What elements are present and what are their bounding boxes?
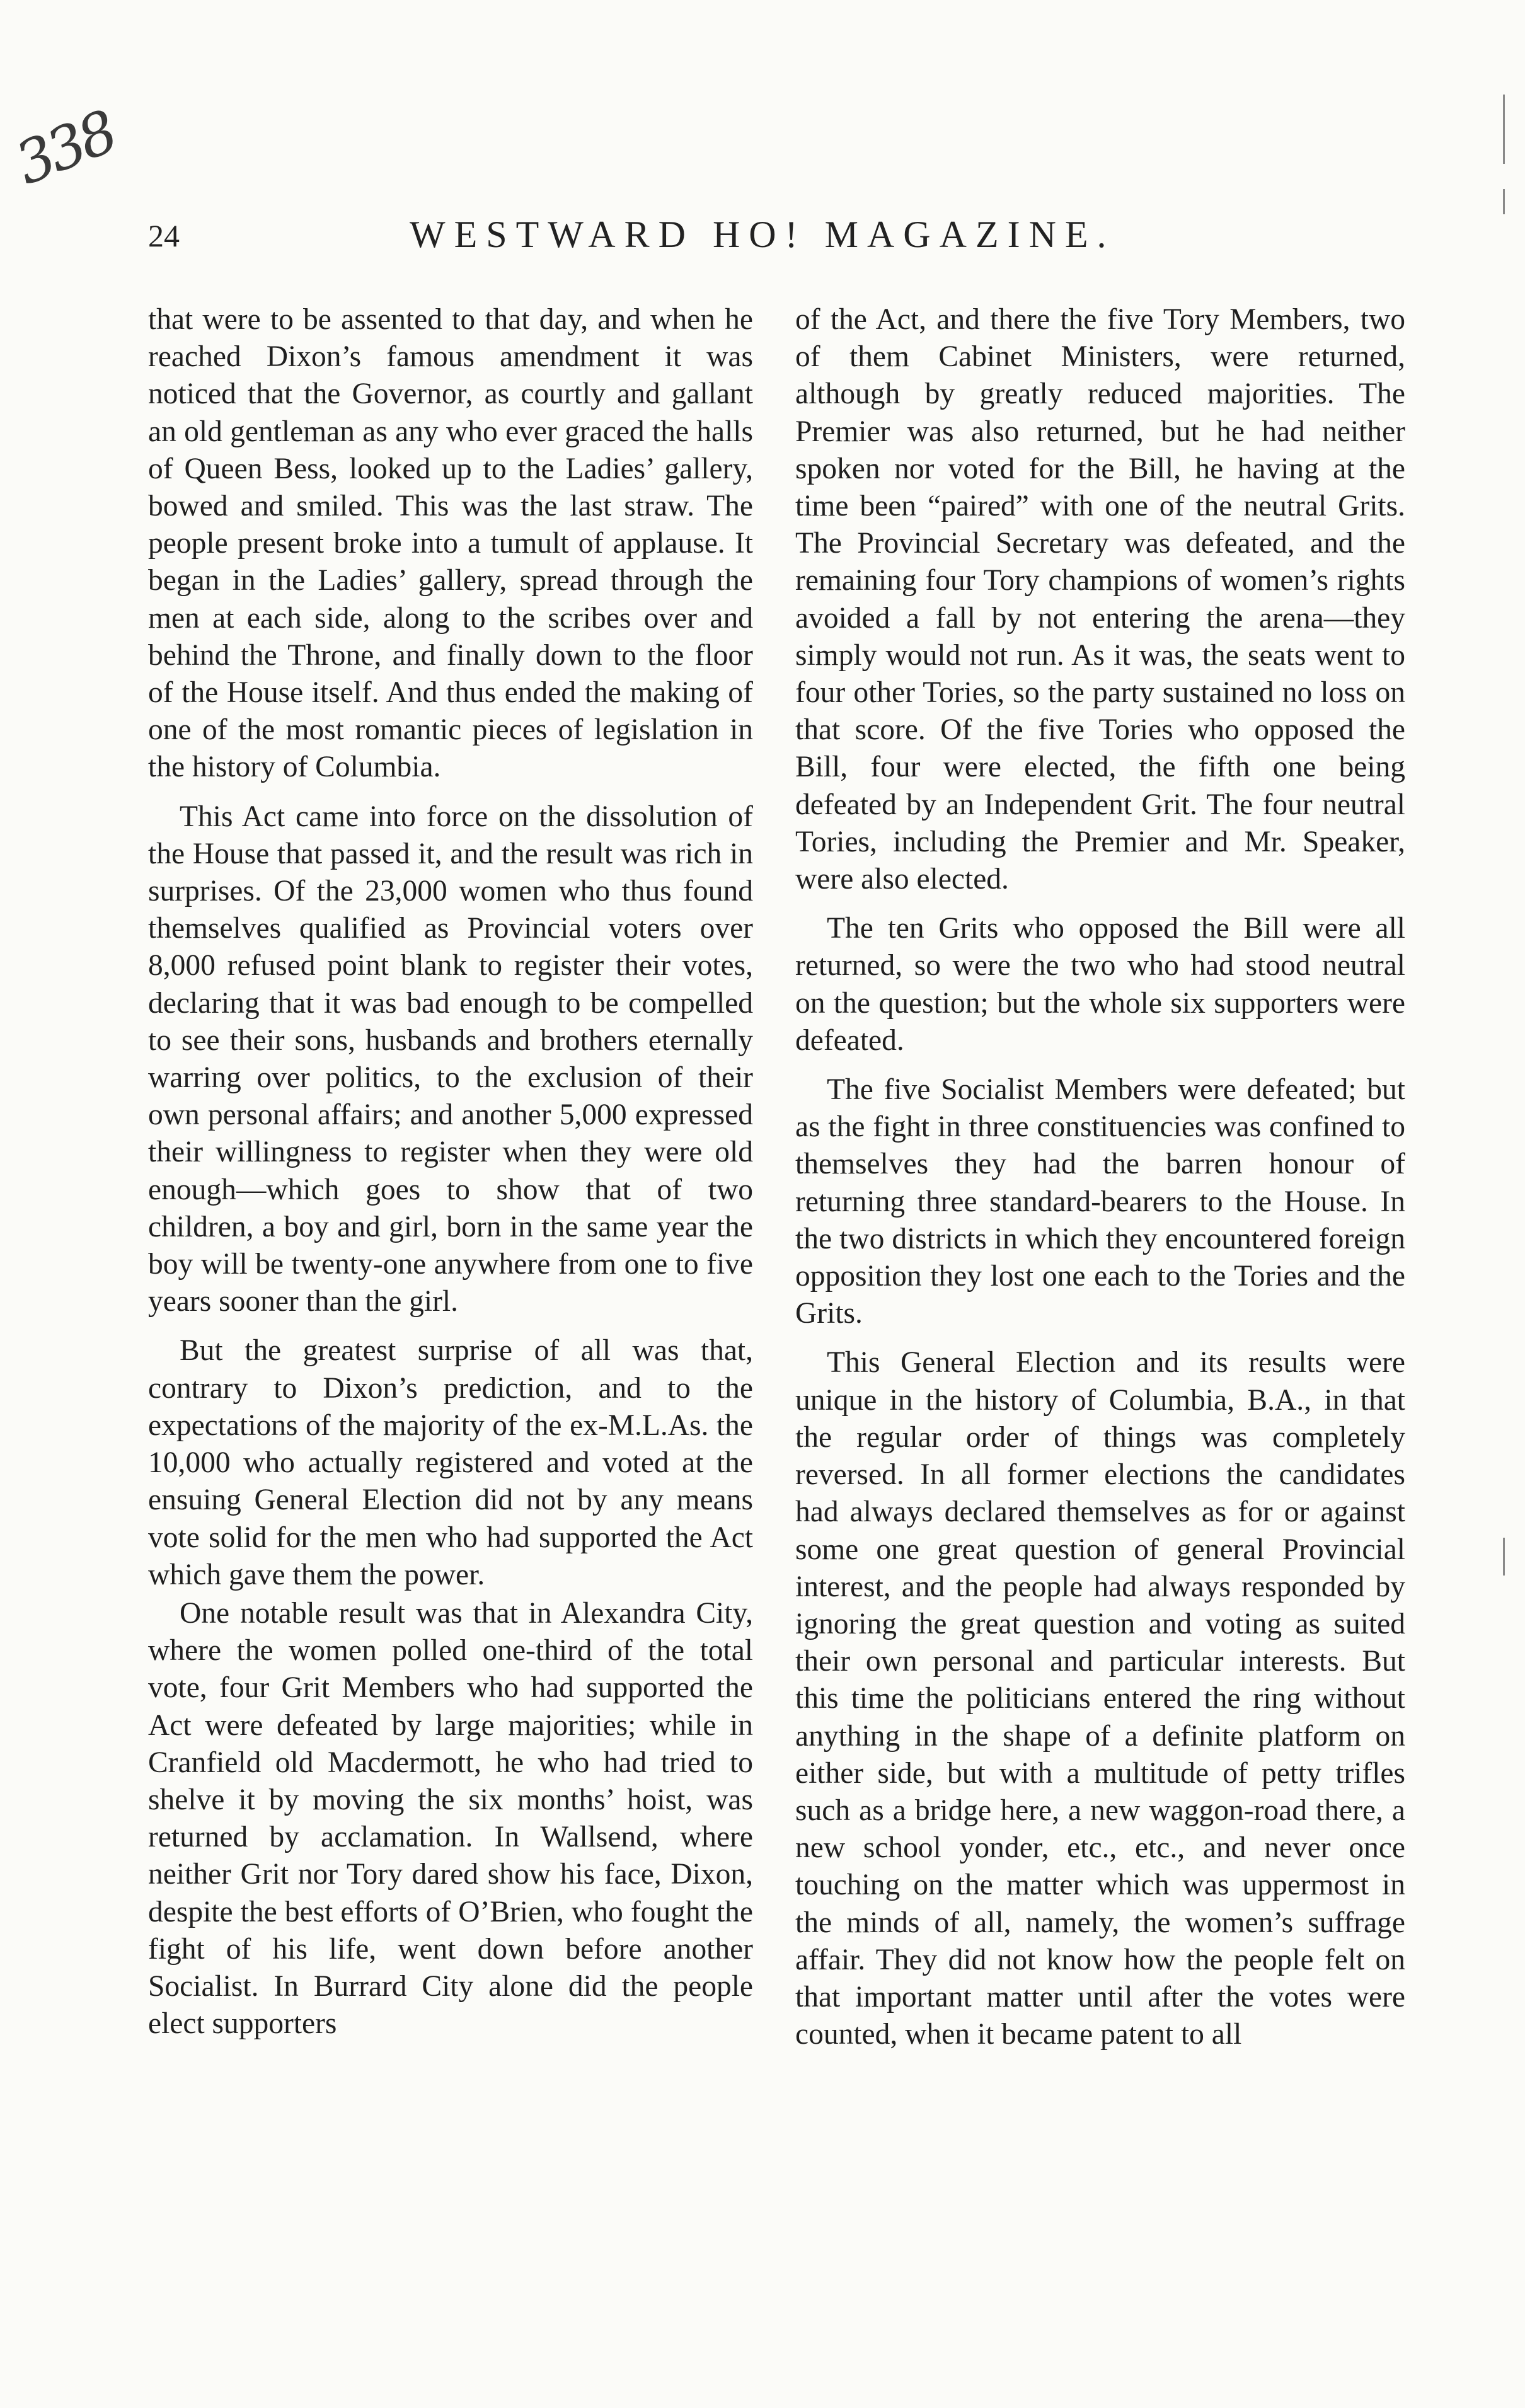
paragraph: The ten Grits who opposed the Bill were all returned, so were the two who had stood neutral on the question; but the whole six supporters were defeated. bbox=[795, 912, 1405, 1057]
right-column bbox=[795, 301, 1405, 2065]
paragraph: The five Socialist Members were defeated; but as the fight in three constituencies was confined to themselves they had the barren honour of returning three standard-bearers to the House. In the two districts in which they encountered foreign opposition they lost one each to the Tories and the Grits. bbox=[795, 1073, 1405, 1330]
page-edge-mark bbox=[1503, 189, 1505, 214]
paragraph: that were to be assented to that day, and when he reached Dixon’s famous amendment it was noticed that the Governor, as courtly and gallant an old gentleman as any who ever graced the halls of Queen Bess, looked up to the Ladies’ gallery, bowed and smiled. This was the last straw. The people present broke into a tumult of applause. It began in the Ladies’ gallery, spread through the men at each side, along to the scribes over and behind the Throne, and finally down to the floor of the House itself. And thus ended the making of one of the most romantic pieces of legislation in the history of Columbia. bbox=[148, 303, 753, 784]
page-number: 24 bbox=[148, 218, 180, 253]
paragraph: This Act came into force on the dissolution of the House that passed it, and the result was rich in surprises. Of the 23,000 women who thus found themselves qualified as Provincial voters over 8,000 refused point blank to register their votes, declaring that it was bad enough to be compelled to see their sons, husbands and brothers eternally warring over politics, to the exclusion of their own personal affairs; and another 5,000 expressed their willingness to register when they were old enough—which goes to show that of two children, a boy and girl, born in the same year the boy will be twenty-one anywhere from one to five years sooner than the girl. bbox=[148, 800, 753, 1318]
paragraph: But the greatest surprise of all was that, contrary to Dixon’s prediction, and to the expectations of the majority of the ex-M.L.As. the 10,000 who actually registered and voted at the ensuing General Election did not by any means vote solid for the men who had supported the Act which gave them the power. bbox=[148, 1334, 753, 1591]
paragraph: One notable result was that in Alexandra City, where the women polled one-third of the total vote, four Grit Members who had supported the Act were defeated by large majorities; while in Cranfield old Macdermott, he who had tried to shelve it by moving the six months’ hoist, was returned by acclamation. In Wallsend, where neither Grit nor Tory dared show his face, Dixon, despite the best efforts of O’Brien, who fought the fight of his life, went down before another Socialist. In Burrard City alone did the people elect supporters bbox=[148, 1596, 753, 2041]
handwritten-page-annotation: 338 bbox=[6, 98, 124, 199]
page-edge-mark bbox=[1503, 95, 1505, 164]
paragraph: This General Election and its results were unique in the history of Columbia, B.A., in that the regular order of things was completely reversed. In all former elections the candidates had always declared themselves as for or against some one great question of general Provincial interest, and the people had always responded by ignoring the great question and voting as suited their own personal and particular interests. But this time the politicians entered the ring without anything in the shape of a definite platform on either side, but with a multitude of petty trifles such as a bridge here, a new waggon-road there, a new school yonder, etc., etc., and never once touching on the matter which was uppermost in the minds of all, namely, the women’s suffrage affair. They did not know how the people felt on that important matter until after the votes were counted, when it became patent to all bbox=[795, 1346, 1405, 2051]
left-column bbox=[148, 301, 753, 2054]
paragraph: of the Act, and there the five Tory Members, two of them Cabinet Ministers, were returned, although by greatly reduced majorities. The Premier was also returned, but he had neither spoken nor voted for the Bill, he having at the time been “paired” with one of the neutral Grits. The Provincial Secretary was defeated, and the remaining four Tory champions of women’s rights avoided a fall by not entering the arena—they simply would not run. As it was, the seats went to four other Tories, so the party sustained no loss on that score. Of the five Tories who opposed the Bill, four were elected, the fifth one being defeated by an Independent Grit. The four neutral Tories, including the Premier and Mr. Speaker, were also elected. bbox=[795, 303, 1405, 896]
running-head: WESTWARD HO! MAGAZINE. bbox=[410, 214, 1115, 255]
page-edge-mark bbox=[1503, 1538, 1505, 1576]
